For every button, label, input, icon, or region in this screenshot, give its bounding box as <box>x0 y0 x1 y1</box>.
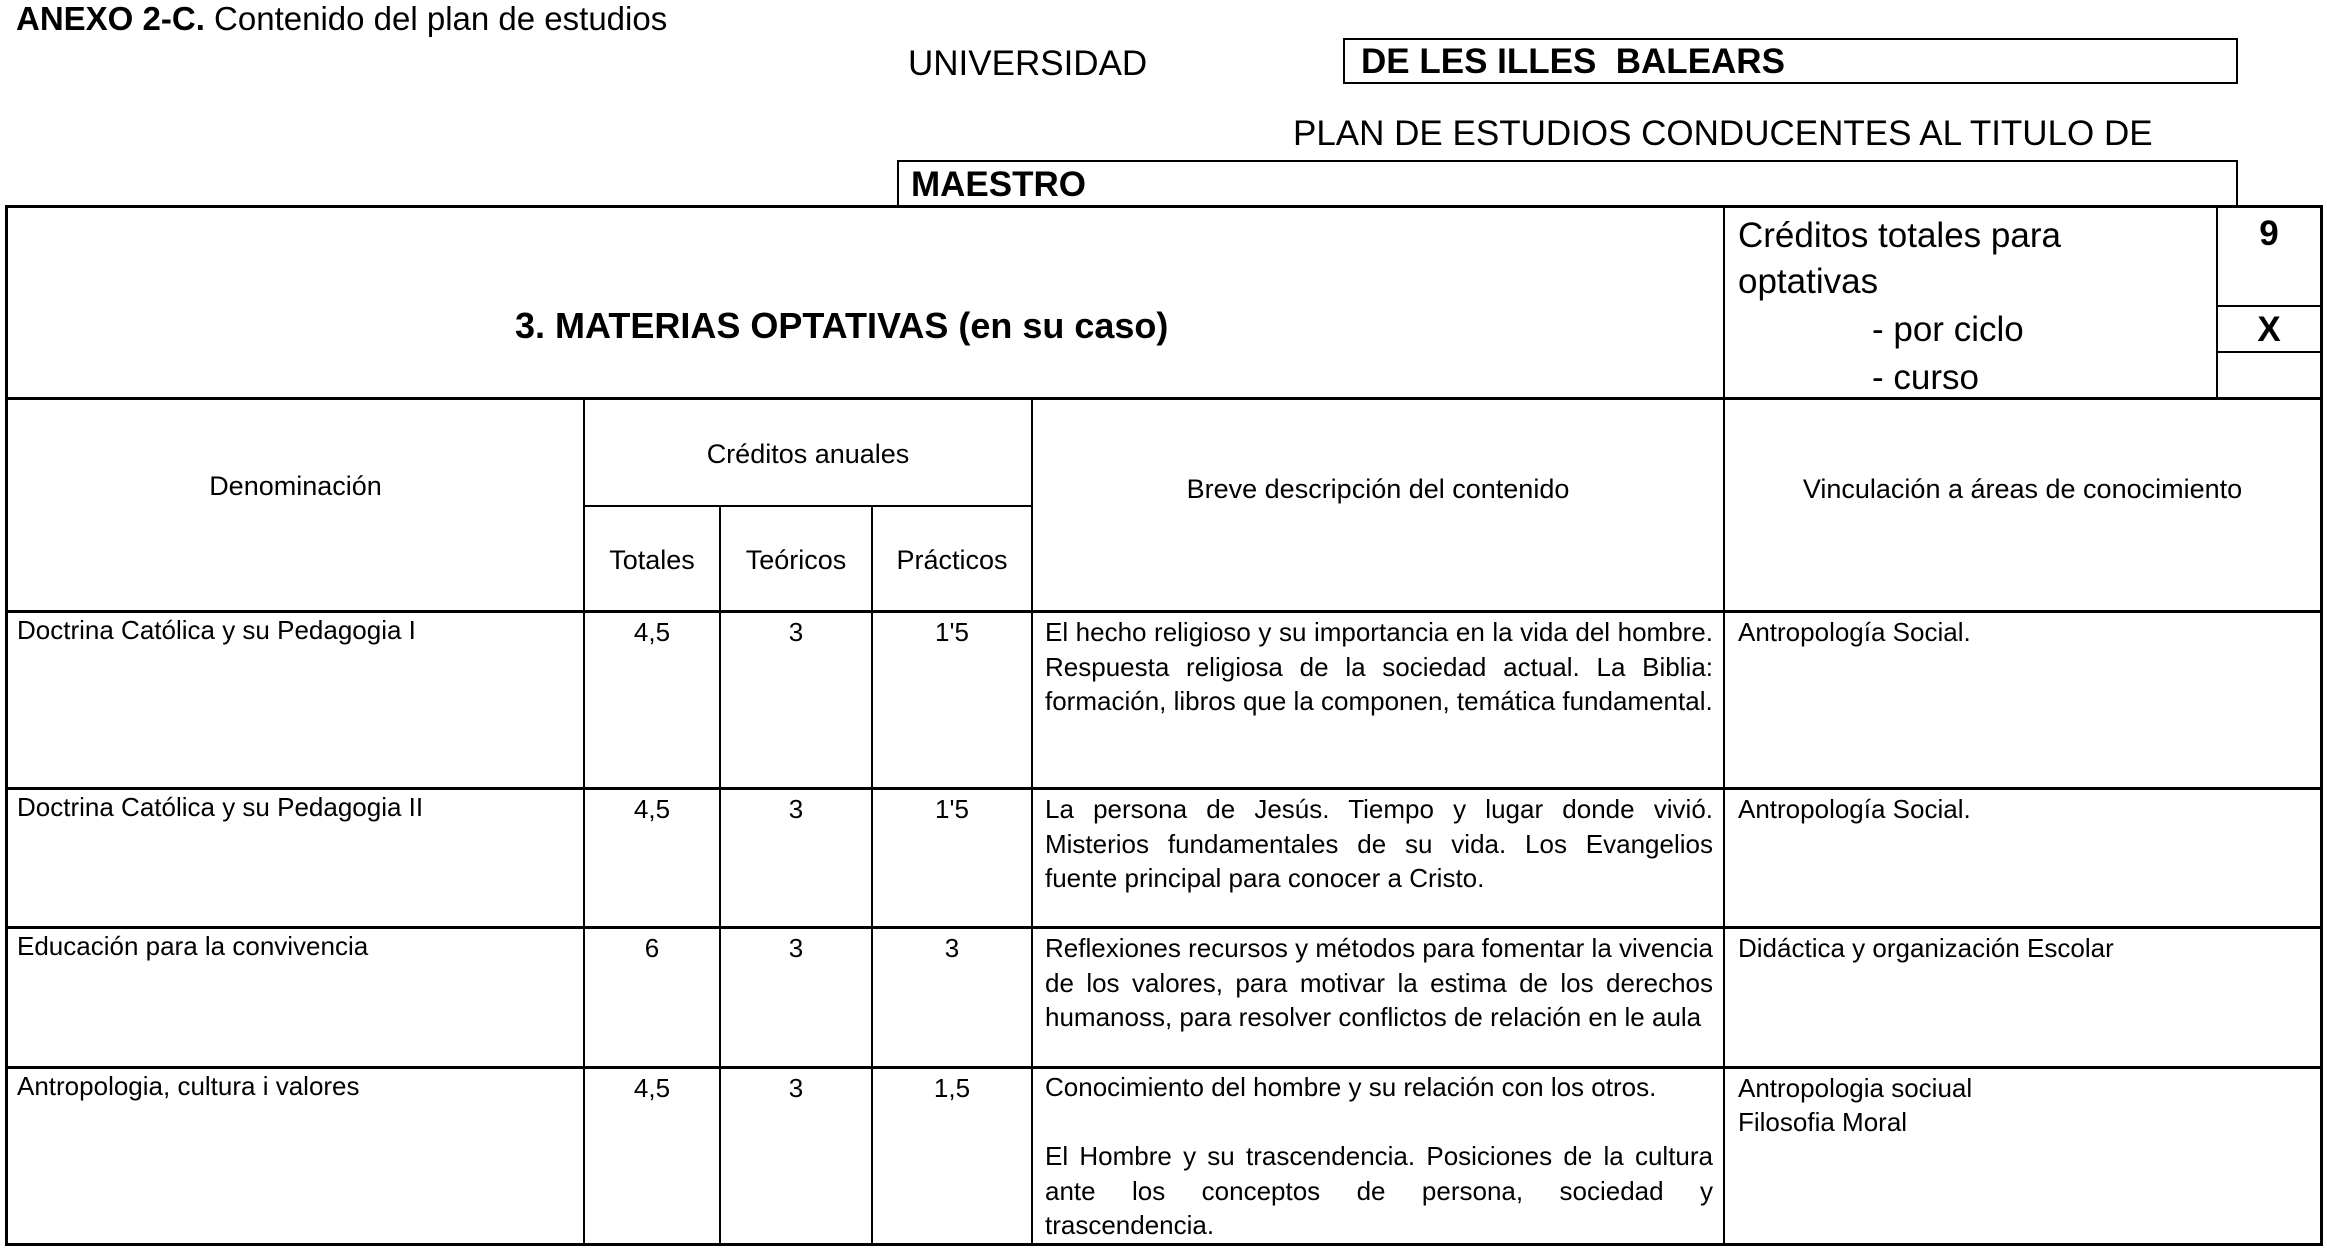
row-theoretical: 3 <box>788 617 804 647</box>
row-area: Didáctica y organización Escolar <box>1738 933 2114 963</box>
section-title: 3. MATERIAS OPTATIVAS (en su caso) <box>515 305 1169 346</box>
row-area: Antropologia sociual <box>1738 1073 1973 1103</box>
row-theoretical: 3 <box>788 933 804 963</box>
course-label: - curso <box>1872 358 1979 397</box>
row-practical: 3 <box>944 933 960 963</box>
row-theoretical: 3 <box>788 1073 804 1103</box>
annex-text: Contenido del plan de estudios <box>204 0 668 37</box>
degree-title: MAESTRO <box>897 160 2238 206</box>
col-practical: Prácticos <box>896 545 1008 575</box>
col-annual-credits: Créditos anuales <box>706 439 910 469</box>
col-denomination: Denominación <box>209 471 382 501</box>
university-label: UNIVERSIDAD <box>908 44 1148 83</box>
col-description: Breve descripción del contenido <box>1186 474 1570 504</box>
col-areas: Vinculación a áreas de conocimiento <box>1802 474 2243 504</box>
row-name: Antropologia, cultura i valores <box>17 1071 360 1101</box>
row-totals: 6 <box>644 933 660 963</box>
annex-heading <box>16 0 667 38</box>
row-practical: 1'5 <box>935 617 969 647</box>
row-description-part-2: El Hombre y su trascendencia. Posiciones de la cultura ante los conceptos de persona, sociedad y trascendencia. <box>1045 1141 1713 1240</box>
row-description: Reflexiones recursos y métodos para fomentar la vivencia de los valores, para motivar la estima de los derechos humanoss, para resolver conflictos de relación en le aula <box>1045 933 1713 1032</box>
row-practical: 1'5 <box>935 794 969 824</box>
row-totals: 4,5 <box>633 617 671 647</box>
row-practical: 1,5 <box>933 1073 971 1103</box>
row-area: Filosofia Moral <box>1738 1107 1908 1137</box>
university-value: DE LES ILLES BALEARS <box>1343 38 2238 84</box>
row-description-part-1: Conocimiento del hombre y su relación con los otros. <box>1045 1072 1657 1102</box>
per-cycle-label: - por ciclo <box>1872 310 2024 349</box>
per-cycle-value: X <box>2257 310 2281 349</box>
row-name: Doctrina Católica y su Pedagogia II <box>17 792 424 822</box>
credits-total-value: 9 <box>2259 214 2279 253</box>
row-description: La persona de Jesús. Tiempo y lugar donde vivió. Misterios fundamentales de su vida. Los Evangelios fuente principal para conocer a Cristo. <box>1045 794 1713 893</box>
credits-total-label-1: Créditos totales para <box>1738 216 2061 255</box>
row-description: El hecho religioso y su importancia en la vida del hombre. Respuesta religiosa de la sociedad actual. La Biblia: formación, libros que la componen, temática fundamental. <box>1045 617 1713 716</box>
col-totals: Totales <box>609 545 695 575</box>
row-theoretical: 3 <box>788 794 804 824</box>
col-theoretical: Teóricos <box>745 545 847 575</box>
row-area: Antropología Social. <box>1738 794 1971 824</box>
row-totals: 4,5 <box>633 1073 671 1103</box>
row-area: Antropología Social. <box>1738 617 1971 647</box>
credits-total-label-2: optativas <box>1738 262 1879 301</box>
plan-label: PLAN DE ESTUDIOS CONDUCENTES AL TITULO DE <box>1293 114 2153 153</box>
row-name: Doctrina Católica y su Pedagogia I <box>17 615 416 645</box>
annex-number: ANEXO 2-C. <box>16 0 205 37</box>
row-totals: 4,5 <box>633 794 671 824</box>
row-name: Educación para la convivencia <box>17 931 369 961</box>
